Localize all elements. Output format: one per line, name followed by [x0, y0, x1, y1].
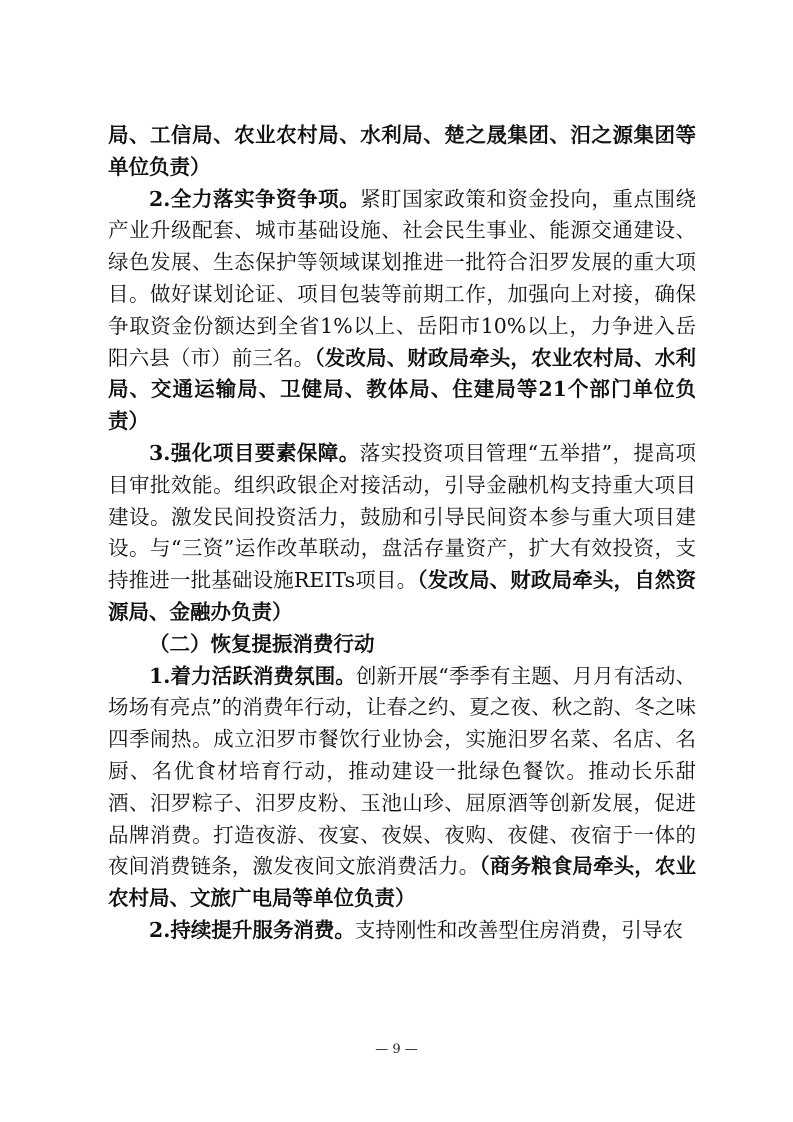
- paragraph-heading: 2.持续提升服务消费。: [149, 917, 355, 942]
- responsible-units: （发改局、财政局牵头，农业农村局、水利局、交通运输局、卫健局、教体局、住建局等21个部门单位负责）: [108, 345, 697, 434]
- page-number: — 9 —: [375, 1042, 418, 1057]
- paragraph-secure-funding: [108, 184, 696, 438]
- paragraph-heading: 1.着力活跃消费氛围。: [149, 663, 356, 688]
- paragraph-heading: 3.强化项目要素保障。: [149, 440, 360, 465]
- responsible-units: （发改局、财政局牵头，自然资源局、金融办负责）: [108, 568, 697, 624]
- section-heading: （二）恢复提振消费行动: [149, 631, 375, 656]
- paragraph-body: 落实投资项目管理“五举措”，提高项目审批效能。组织政银企对接活动，引导金融机构支持重大项目建设。激发民间投资活力，鼓励和引导民间资本参与重大项目建设。与“三资”运作改革联动，盘活存量资产，扩大有效投资，支持推进一批基础设施REITs项目。: [108, 440, 696, 593]
- paragraph-consumption-atmosphere: [108, 661, 696, 915]
- paragraph-body: 支持刚性和改善型住房消费，引导农: [354, 917, 683, 942]
- paragraph-continuation: [108, 120, 696, 184]
- paragraph-body: 创新开展“季季有主题、月月有活动、场场有亮点”的消费年行动，让春之约、夏之夜、秋之韵、冬之味四季闹热。成立汨罗市餐饮行业协会，实施汨罗名菜、名店、名厨、名优食材培育行动，推动建设一批绿色餐饮。推动长乐甜酒、汨罗粽子、汨罗皮粉、玉池山珍、屈原酒等创新发展，促进品牌消费。打造夜游、夜宴、夜娱、夜购、夜健、夜宿于一体的夜间消费链条，激发夜间文旅消费活力。: [108, 663, 696, 879]
- paragraph-body: 紧盯国家政策和资金投向，重点围绕产业升级配套、城市基础设施、社会民生事业、能源交通建设、绿色发展、生态保护等领域谋划推进一批符合汨罗发展的重大项目。做好谋划论证、项目包装等前期工作，加强向上对接，确保争取资金份额达到全省1%以上、岳阳市10%以上，力争进入岳阳六县（市）前三名。: [108, 186, 696, 370]
- paragraph-project-guarantee: [108, 438, 696, 629]
- responsible-units: （商务粮食局牵头，农业农村局、文旅广电局等单位负责）: [108, 854, 697, 911]
- document-page: [108, 120, 696, 947]
- paragraph-heading: 2.全力落实争资争项。: [149, 186, 361, 211]
- responsible-units: 局、工信局、农业农村局、水利局、楚之晟集团、汨之源集团等单位负责）: [108, 123, 696, 179]
- paragraph-service-consumption: [108, 915, 696, 947]
